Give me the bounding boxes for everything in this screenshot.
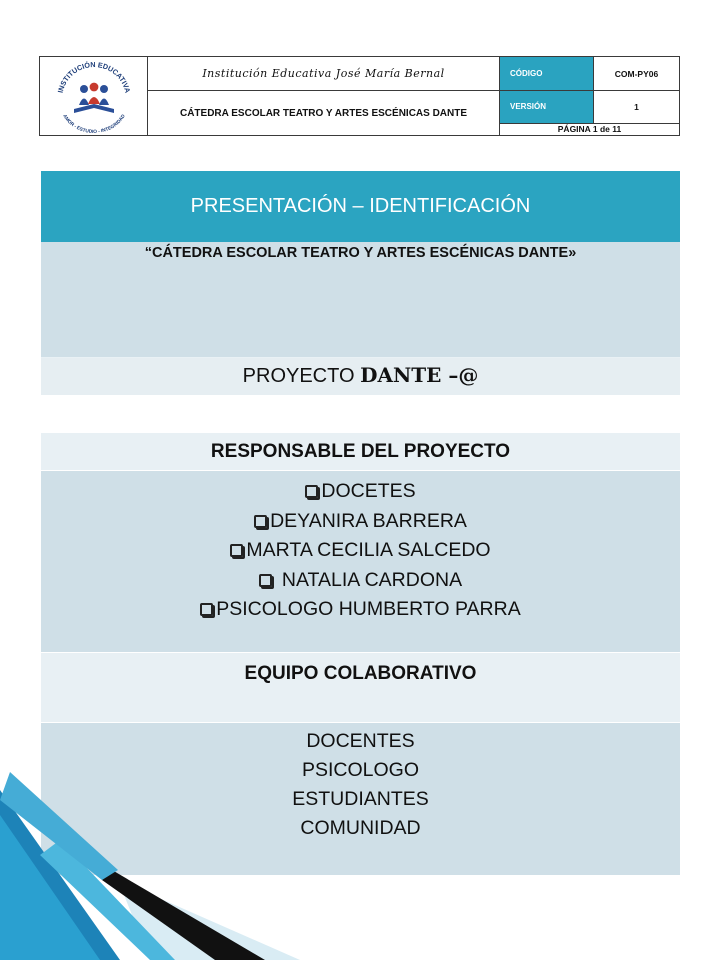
- logo-cell: [40, 57, 148, 136]
- list-item: DEYANIRA BARRERA: [41, 507, 680, 537]
- list-item: ESTUDIANTES: [292, 788, 429, 810]
- list-item: MARTA CECILIA SALCEDO: [41, 536, 680, 566]
- list-item: DOCENTES: [306, 730, 415, 752]
- page-indicator: PÁGINA 1 de 11: [500, 123, 680, 135]
- institution-name: Institución Educativa José María Bernal: [148, 57, 500, 91]
- version-value: 1: [594, 91, 680, 124]
- logo-top-text: INSTITUCIÓN EDUCATIVA: [55, 59, 132, 94]
- presentation-title: PRESENTACIÓN – IDENTIFICACIÓN: [41, 171, 680, 242]
- responsables-title: RESPONSABLE DEL PROYECTO: [41, 433, 680, 471]
- checkbox-bullet-icon: [259, 574, 272, 587]
- version-label: VERSIÓN: [500, 91, 594, 124]
- school-crest-icon: [48, 59, 140, 133]
- list-item: COMUNIDAD: [300, 817, 421, 839]
- list-item: PSICOLOGO HUMBERTO PARRA: [41, 595, 680, 625]
- document-header-table: [39, 56, 680, 136]
- list-item: PSICOLOGO: [301, 759, 420, 781]
- project-name: DANTE –@: [360, 363, 479, 387]
- codigo-value: COM-PY06: [594, 57, 680, 91]
- project-name-row: [41, 358, 680, 395]
- decorative-corner-shape: [0, 760, 300, 960]
- svg-text:AMOR - ESTUDIO - INTEGRIDAD: [61, 113, 127, 133]
- checkbox-bullet-icon: [200, 603, 213, 616]
- list-item: DOCETES: [41, 477, 680, 507]
- checkbox-bullet-icon: [254, 515, 267, 528]
- responsables-list: [41, 471, 680, 653]
- equipo-title: EQUIPO COLABORATIVO: [41, 653, 680, 723]
- checkbox-bullet-icon: [305, 485, 318, 498]
- presentation-subtitle: “CÁTEDRA ESCOLAR TEATRO Y ARTES ESCÉNICAS DANTE»: [41, 242, 680, 358]
- logo-bottom-text: AMOR - ESTUDIO - INTEGRIDAD: [60, 113, 127, 133]
- codigo-label: CÓDIGO: [500, 57, 594, 91]
- list-item: NATALIA CARDONA: [41, 566, 680, 596]
- catedra-title: CÁTEDRA ESCOLAR TEATRO Y ARTES ESCÉNICAS DANTE: [148, 91, 500, 136]
- project-prefix: PROYECTO: [242, 365, 361, 387]
- checkbox-bullet-icon: [230, 544, 243, 557]
